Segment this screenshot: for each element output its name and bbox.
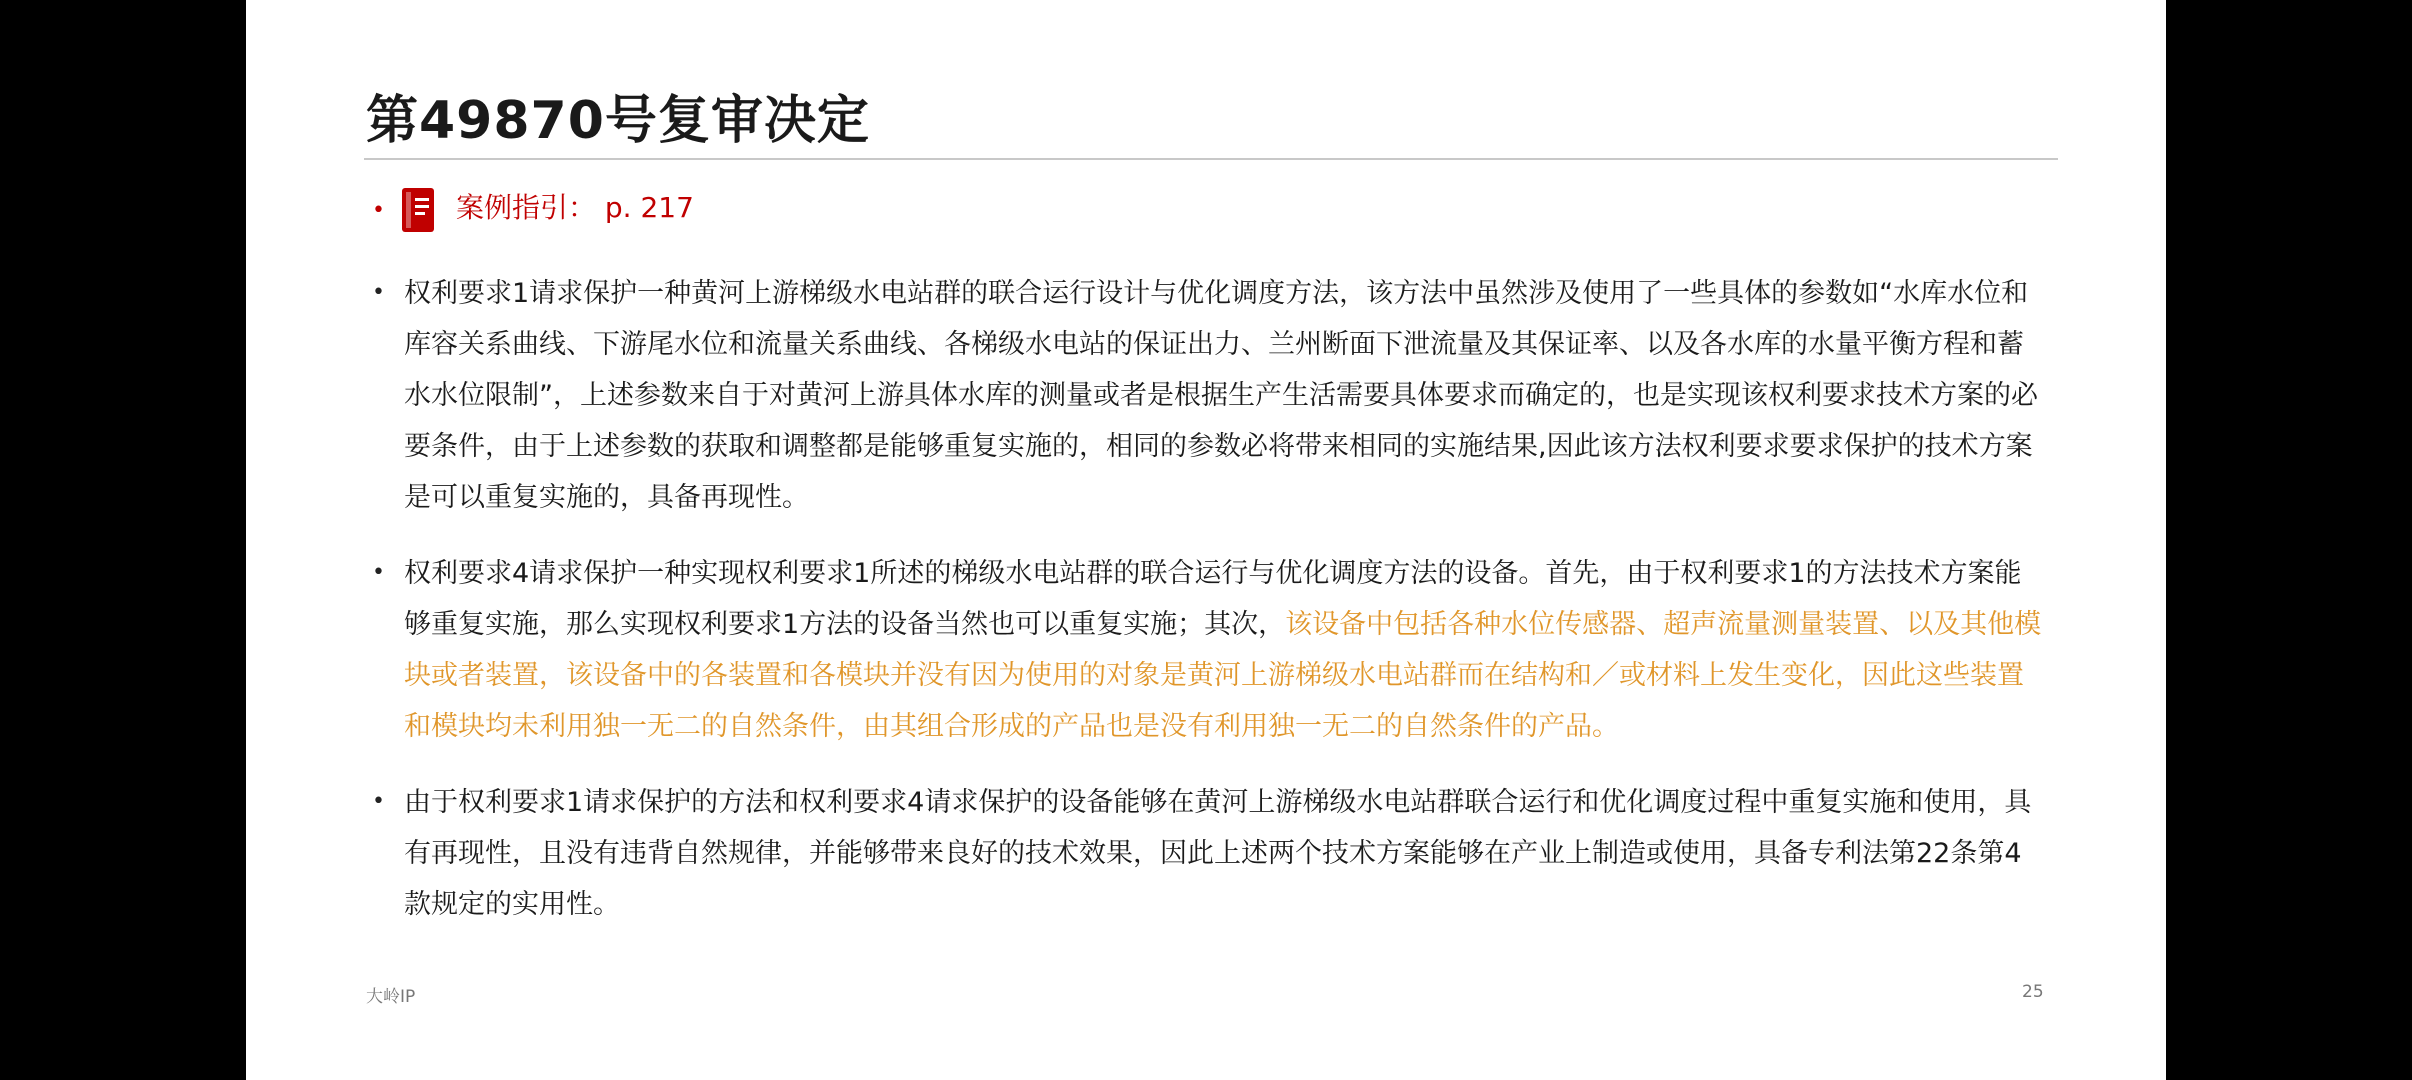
slide: [246, 0, 2166, 1080]
case-reference-text: 案例指引： p. 217: [456, 191, 694, 224]
case-reference: [364, 178, 2064, 242]
paragraph-2: [364, 548, 2064, 752]
bullet-dot: •: [372, 560, 385, 585]
book-icon: [398, 186, 438, 234]
paragraph-text: [404, 548, 2044, 752]
slide-content: [364, 178, 2064, 955]
page-number: 25: [2022, 982, 2044, 1002]
footer-brand: 大岭IP: [366, 987, 416, 1007]
bullet-dot: •: [372, 280, 385, 305]
bullet-dot: •: [372, 198, 385, 223]
paragraph-text: [404, 777, 2044, 930]
slide-title: 第49870号复审决定: [366, 91, 870, 151]
paragraph-text: [404, 268, 2044, 523]
paragraph-text-span: 权利要求1请求保护一种黄河上游梯级水电站群的联合运行设计与优化调度方法，该方法中虽然涉及使用了一些具体的参数如“水库水位和库容关系曲线、下游尾水位和流量关系曲线、各梯级水电站的保证出力、兰州断面下泄流量及其保证率、以及各水库的水量平衡方程和蓄水水位限制”，上述参数来自于对黄河上游具体水库的测量或者是根据生产生活需要具体要求而确定的，也是实现该权利要求技术方案的必要条件，由于上述参数的获取和调整都是能够重复实施的，相同的参数必将带来相同的实施结果,因此该方法权利要求要求保护的技术方案是可以重复实施的，具备再现性。: [404, 278, 2038, 513]
paragraph-3: [364, 777, 2064, 930]
title-divider: [364, 158, 2058, 160]
paragraph-text-span: 权利要求4请求保护一种实现权利要求1所述的梯级水电站群的联合运行与优化调度方法的设备。首先，由于权利要求1的方法技术方案能够重复实施，那么实现权利要求1方法的设备当然也可以重复实施；其次，: [404, 558, 2022, 640]
bullet-dot: •: [372, 789, 385, 814]
paragraph-text-span: 由于权利要求1请求保护的方法和权利要求4请求保护的设备能够在黄河上游梯级水电站群联合运行和优化调度过程中重复实施和使用，具有再现性，且没有违背自然规律，并能够带来良好的技术效果，因此上述两个技术方案能够在产业上制造或使用，具备专利法第22条第4款规定的实用性。: [404, 787, 2032, 920]
paragraph-1: [364, 268, 2064, 523]
highlighted-text: 该设备中包括各种水位传感器、超声流量测量装置、以及其他模块或者装置，该设备中的各装置和各模块并没有因为使用的对象是黄河上游梯级水电站群而在结构和／或材料上发生变化，因此这些装置和模块均未利用独一无二的自然条件，由其组合形成的产品也是没有利用独一无二的自然条件的产品。: [404, 609, 2042, 742]
